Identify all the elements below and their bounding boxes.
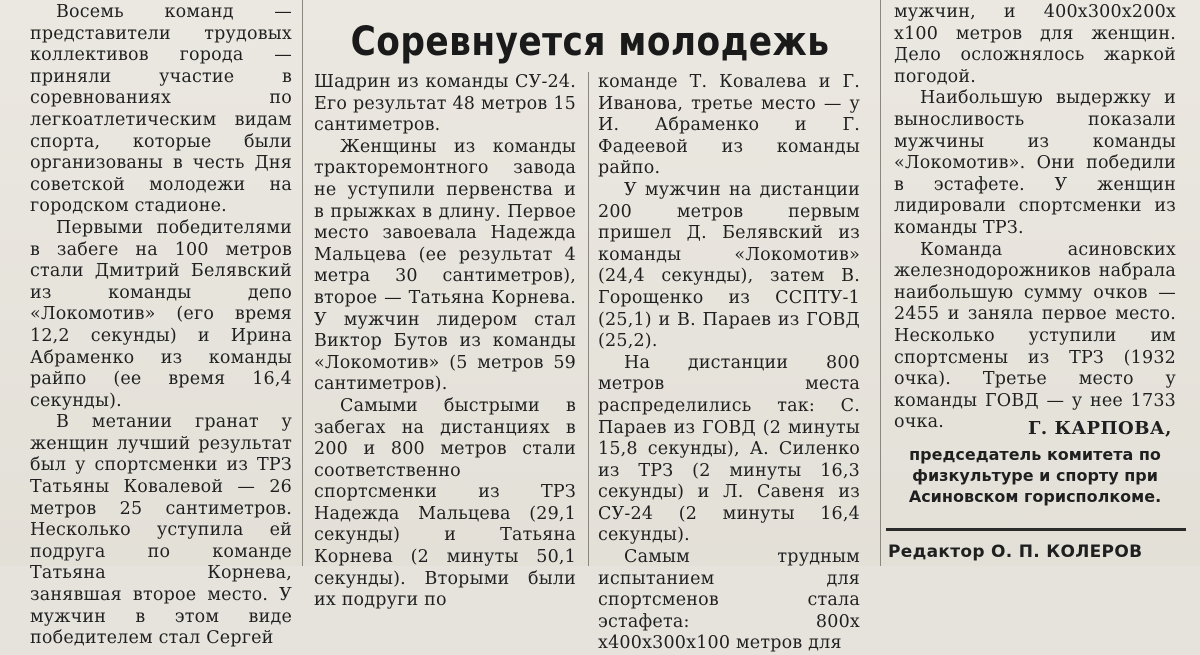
paragraph: В метании гранат у женщин лучший результат был у спортсменки из ТРЗ Татьяны Ковалевой — 26 метров 25 сантиметров. Несколько уступила ей подруга по команде Татьяна Корнева, занявшая второе место. У мужчин в этом виде победителем стал Сергей (30, 412, 292, 649)
paragraph: Самым трудным испытанием для спортсменов стала эстафета: 800х х400х300х100 метров для (598, 547, 860, 654)
paragraph: У мужчин на дистанции 200 метров первым пришел Д. Белявский из команды «Локомотив» (24,4 секунды), затем В. Горощенко из ССПТУ-1 (25,1) и В. Параев из ГОВД (25,2). (598, 179, 860, 352)
paragraph: Восемь команд — представители трудовых коллективов города — приняли участие в соревнованиях по легкоатлетическим видам спорта, которые были организованы в честь Дня советской молодежи на городском стадионе. (30, 2, 292, 217)
paragraph: Наибольшую выдержку и выносливость показали мужчины из команды «Локомотив». Они победили в эстафете. У женщин лидировали спортсменки из команды ТРЗ. (894, 88, 1176, 238)
author-title: председатель комитета по физкультуре и спорту при Асиновском горисполкоме. (908, 445, 1162, 506)
section-rule (886, 528, 1186, 531)
paragraph: Шадрин из команды СУ-24. Его результат 48 метров 15 сантиметров. (314, 72, 576, 136)
paragraph: Женщины из команды тракторемонтного завода не уступили первенства и в прыжках в длину. Первое место завоевала Надежда Мальцева (ее результат 4 метра 30 сантиметров), второе — Татьяна Корнева. У мужчин лидером стал Виктор Бутов из команды «Локомотив» (5 метров 59 сантиметров). (314, 136, 576, 395)
paragraph: Самыми быстрыми в забегах на дистанциях в 200 и 800 метров стали соответственно спортсменки из ТРЗ Надежда Мальцева (29,1 секунды) и Татьяна Корнева (2 минуты 50,1 секунды). Вторыми были их подруги по (314, 395, 576, 611)
column-divider (302, 0, 303, 566)
article-column-1 (30, 2, 292, 650)
article-column-2 (314, 72, 576, 612)
paragraph: команде Т. Ковалева и Г. Иванова, третье место — у И. Абраменко и Г. Фадеевой из команды райпо. (598, 72, 860, 179)
article-column-3 (598, 72, 860, 655)
column-divider (588, 72, 589, 566)
paragraph: Первыми победителями в забеге на 100 метров стали Дмитрий Белявский из команды депо «Локомотив» (его время 12,2 секунды) и Ирина Абраменко из команды райпо (ее время 16,4 секунды). (30, 217, 292, 411)
paragraph: мужчин, и 400х300х200х х100 метров для женщин. Дело осложнялось жаркой погодой. (894, 2, 1176, 87)
paragraph: Команда асиновских железнодорожников набрала наибольшую сумму очков — 2455 и заняла первое место. Несколько уступили им спортсмены из ТРЗ (1932 очка). Третье место у команды ГОВД — у нее 1733 очка. (894, 239, 1176, 433)
article-headline: Соревнуется молодежь (350, 19, 830, 65)
article-column-4 (894, 2, 1176, 434)
paragraph: На дистанции 800 метров места распределились так: С. Параев из ГОВД (2 минуты 15,8 секунды), А. Силенко из ТРЗ (2 минуты 16,3 секунды) и Л. Савеня из СУ-24 (2 минуты 16,4 секунды). (598, 352, 860, 546)
author-name: Г. КАРПОВА, (1028, 418, 1172, 439)
editor-credit: Редактор О. П. КОЛЕРОВ (888, 542, 1143, 562)
column-divider (880, 0, 881, 566)
